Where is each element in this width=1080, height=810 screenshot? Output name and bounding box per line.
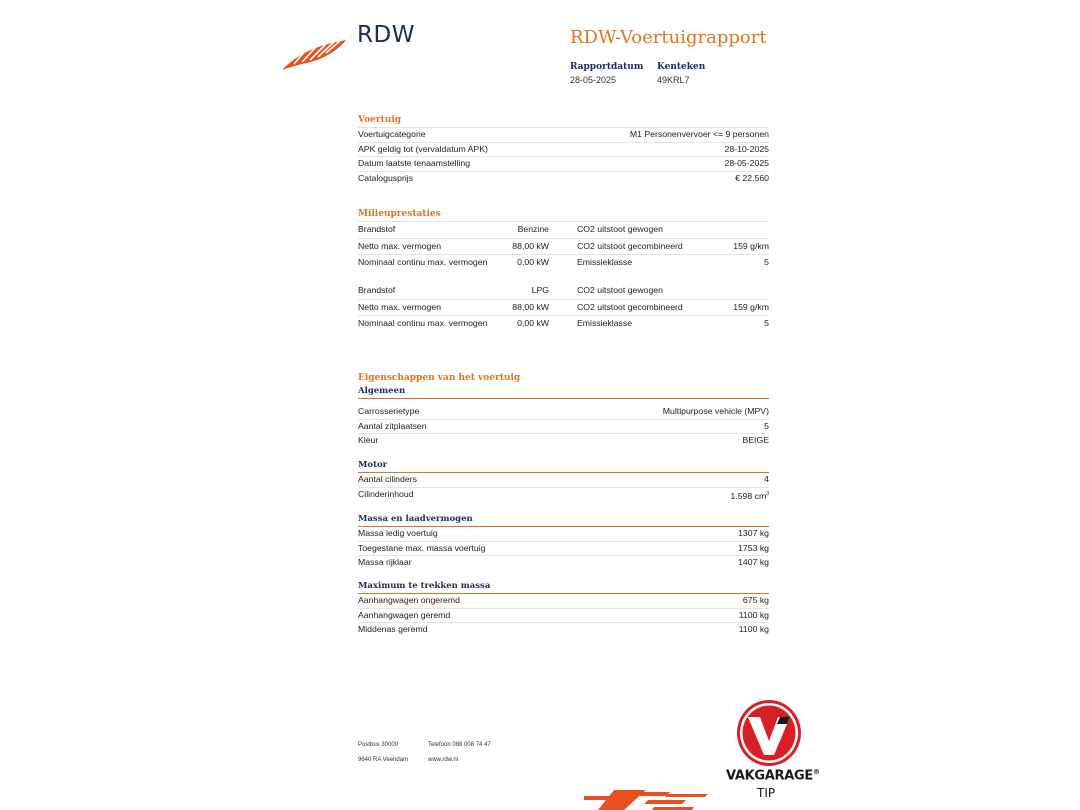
table-row xyxy=(358,405,769,419)
row-label: Toegestane max. massa voertuig xyxy=(358,542,486,553)
registered-mark: ® xyxy=(812,768,820,776)
environment-block-1 xyxy=(358,221,769,271)
row-label: Kleur xyxy=(358,435,379,445)
row-label: Emissieklasse xyxy=(577,257,633,267)
row-label: Massa rijklaar xyxy=(358,557,412,567)
row-label: Brandstof xyxy=(358,285,396,295)
table-row xyxy=(358,299,769,316)
rdw-logo-text: RDW xyxy=(357,22,415,48)
environment-block-2 xyxy=(358,283,769,332)
table-row xyxy=(358,283,769,299)
table-row xyxy=(358,555,769,570)
unit-superscript: 3 xyxy=(766,490,769,497)
footer-stripes-decoration-icon xyxy=(584,786,714,810)
table-row xyxy=(358,487,769,502)
vehicle-section-title: Voertuig xyxy=(358,115,402,125)
row-value: 1753 kg xyxy=(738,542,769,553)
table-row xyxy=(358,473,769,487)
row-label: CO2 uitstoot gewogen xyxy=(577,285,663,295)
mass-subsection xyxy=(358,513,769,570)
row-value: € 22.560 xyxy=(735,172,769,183)
row-label: Aantal zitplaatsen xyxy=(358,420,427,431)
row-value: 5 xyxy=(764,420,769,431)
row-value: 675 kg xyxy=(742,595,769,605)
row-value: Multipurpose vehicle (MPV) xyxy=(662,406,769,416)
table-row xyxy=(358,433,769,448)
row-label: Massa ledig voertuig xyxy=(358,528,438,538)
table-row xyxy=(358,419,769,434)
row-label: Emissieklasse xyxy=(577,318,633,328)
license-plate-value: 49KRL7 xyxy=(657,75,690,85)
row-label: Datum laatste tenaamstelling xyxy=(358,158,471,168)
license-plate-label: Kenteken xyxy=(657,62,706,72)
row-value: BEIGE xyxy=(742,435,769,445)
table-row xyxy=(358,156,769,171)
vakgarage-v-logo-icon xyxy=(736,699,802,767)
table-row xyxy=(358,238,769,255)
general-subsection-title: Algemeen xyxy=(358,385,769,399)
vakgarage-tip-text: TIP xyxy=(757,786,776,800)
table-row xyxy=(358,142,769,157)
table-row xyxy=(358,315,769,332)
footer-phone: Telefoon 088 008 74 47 xyxy=(428,742,491,748)
row-label: Carrosserietype xyxy=(358,406,420,416)
row-label: Brandstof xyxy=(358,224,396,234)
engine-subsection-title: Motor xyxy=(358,459,769,473)
row-value: 88,00 kW xyxy=(512,301,549,312)
footer-address-line-1: Postbus 30000 xyxy=(358,742,399,748)
row-label: CO2 uitstoot gewogen xyxy=(577,224,663,234)
row-value: 1100 kg xyxy=(738,624,769,634)
row-label: Cilinderinhoud xyxy=(358,488,414,499)
row-value: 88,00 kW xyxy=(512,240,549,251)
properties-section-title: Eigenschappen van het voertuig xyxy=(358,373,521,383)
report-title: RDW-Voertuigrapport xyxy=(570,27,767,48)
row-label: Nominaal continu max. vermogen xyxy=(358,257,488,267)
row-label: CO2 uitstoot gecombineerd xyxy=(577,240,683,251)
table-row xyxy=(358,171,769,186)
row-value: 5 xyxy=(764,318,769,328)
general-subsection xyxy=(358,385,769,448)
row-label: Middenas geremd xyxy=(358,624,428,634)
row-value: Benzine xyxy=(517,224,549,234)
row-value: 0,00 kW xyxy=(517,257,549,267)
table-row xyxy=(358,594,769,608)
row-label: Aantal cilinders xyxy=(358,474,417,484)
mass-subsection-title: Massa en laadvermogen xyxy=(358,513,769,527)
vakgarage-wordmark: VAKGARAGE xyxy=(726,768,813,784)
row-value: 159 g/km xyxy=(733,301,769,312)
row-label: Aanhangwagen geremd xyxy=(358,609,451,620)
footer-website-link[interactable]: www.rdw.nl xyxy=(428,757,459,763)
report-date-label: Rapportdatum xyxy=(570,62,644,72)
row-label: Aanhangwagen ongeremd xyxy=(358,595,460,605)
row-value: 0,00 kW xyxy=(517,318,549,328)
row-label: Netto max. vermogen xyxy=(358,240,442,251)
table-row xyxy=(358,608,769,623)
row-value: 159 g/km xyxy=(733,240,769,251)
row-value: LPG xyxy=(531,285,549,295)
row-label: APK geldig tot (vervaldatum APK) xyxy=(358,143,488,154)
row-value: 4 xyxy=(764,474,769,484)
table-row xyxy=(358,527,769,541)
towing-subsection xyxy=(358,580,769,637)
row-value xyxy=(730,488,769,502)
vakgarage-brand-text xyxy=(726,768,820,783)
table-row xyxy=(358,221,769,238)
row-label: Nominaal continu max. vermogen xyxy=(358,318,488,328)
towing-subsection-title: Maximum te trekken massa xyxy=(358,580,769,594)
row-value: 5 xyxy=(764,257,769,267)
row-label: Catalogusprijs xyxy=(358,172,414,183)
vehicle-section xyxy=(358,113,769,185)
row-label: CO2 uitstoot gecombineerd xyxy=(577,301,683,312)
row-value: 28-05-2025 xyxy=(724,158,769,168)
row-value: 28-10-2025 xyxy=(724,143,769,154)
report-date-value: 28-05-2025 xyxy=(570,75,617,85)
footer-address-line-2: 9640 RA Veendam xyxy=(358,757,409,763)
rdw-logo-feather-icon xyxy=(280,36,348,72)
row-value: 1100 kg xyxy=(738,609,769,620)
table-row xyxy=(358,541,769,556)
row-value: 1307 kg xyxy=(738,528,769,538)
row-value: 1407 kg xyxy=(738,557,769,567)
table-row xyxy=(358,622,769,637)
cylinder-volume: 1.598 cm xyxy=(730,490,767,501)
row-label: Netto max. vermogen xyxy=(358,301,442,312)
row-label: Voertuigcategorie xyxy=(358,129,426,139)
table-row xyxy=(358,127,769,142)
environment-section-title: Milieuprestaties xyxy=(358,209,441,219)
table-row xyxy=(358,254,769,271)
row-value: M1 Personenvervoer <= 9 personen xyxy=(629,129,769,139)
engine-subsection xyxy=(358,459,769,501)
